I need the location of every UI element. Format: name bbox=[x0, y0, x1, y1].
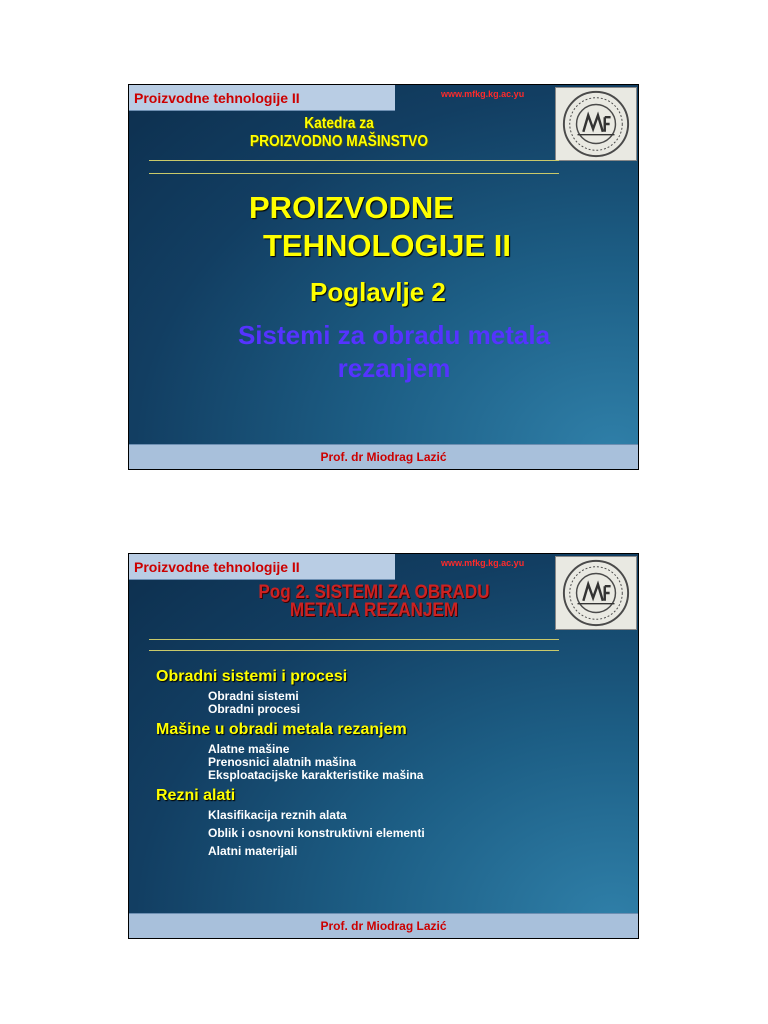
footer-author: Prof. dr Miodrag Lazić bbox=[129, 913, 638, 938]
url-link[interactable]: www.mfkg.kg.ac.yu bbox=[441, 558, 525, 568]
slide-2 bbox=[128, 553, 639, 939]
divider bbox=[149, 639, 559, 640]
list-item: Prenosnici alatnih mašina bbox=[208, 755, 357, 769]
title-line-1: PROIZVODNE bbox=[249, 190, 454, 225]
list-item: Obradni sistemi bbox=[208, 689, 299, 703]
section-heading: Rezni alati bbox=[156, 787, 236, 804]
subtitle bbox=[189, 319, 599, 385]
slide-title bbox=[217, 584, 532, 620]
footer-author: Prof. dr Miodrag Lazić bbox=[129, 444, 638, 469]
subtitle-line-1: Sistemi za obradu metala bbox=[237, 320, 551, 350]
header-label: Proizvodne tehnologije II bbox=[129, 554, 395, 580]
faculty-seal-icon bbox=[555, 87, 637, 161]
url-link[interactable]: www.mfkg.kg.ac.yu bbox=[441, 89, 525, 99]
title-line-2: TEHNOLOGIJE II bbox=[263, 228, 512, 263]
section-heading: Obradni sistemi i procesi bbox=[156, 668, 348, 685]
list-item: Eksploatacijske karakteristike mašina bbox=[208, 768, 424, 782]
list-item: Obradni procesi bbox=[208, 702, 301, 716]
faculty-seal-icon bbox=[555, 556, 637, 630]
slide-title-line-1: Pog 2. SISTEMI ZA OBRADU bbox=[258, 582, 490, 603]
list-item: Alatni materijali bbox=[208, 844, 298, 858]
subtitle-line-2: rezanjem bbox=[337, 353, 451, 383]
divider bbox=[149, 650, 559, 651]
section-heading: Mašine u obradi metala rezanjem bbox=[156, 721, 407, 738]
divider bbox=[149, 160, 559, 161]
slide-title-line-2: METALA REZANJEM bbox=[289, 600, 459, 621]
chapter-label: Poglavlje 2 bbox=[310, 277, 446, 307]
department-line-2: PROIZVODNO MAŠINSTVO bbox=[249, 133, 429, 150]
list-item: Klasifikacija reznih alata bbox=[208, 808, 347, 822]
divider bbox=[149, 173, 559, 174]
department-line-1: Katedra za bbox=[304, 115, 374, 132]
table-of-contents bbox=[156, 667, 596, 858]
header-label: Proizvodne tehnologije II bbox=[129, 85, 395, 111]
slide-1 bbox=[128, 84, 639, 470]
page-title bbox=[249, 189, 511, 265]
list-item: Oblik i osnovni konstruktivni elementi bbox=[208, 826, 425, 840]
list-item: Alatne mašine bbox=[208, 742, 290, 756]
